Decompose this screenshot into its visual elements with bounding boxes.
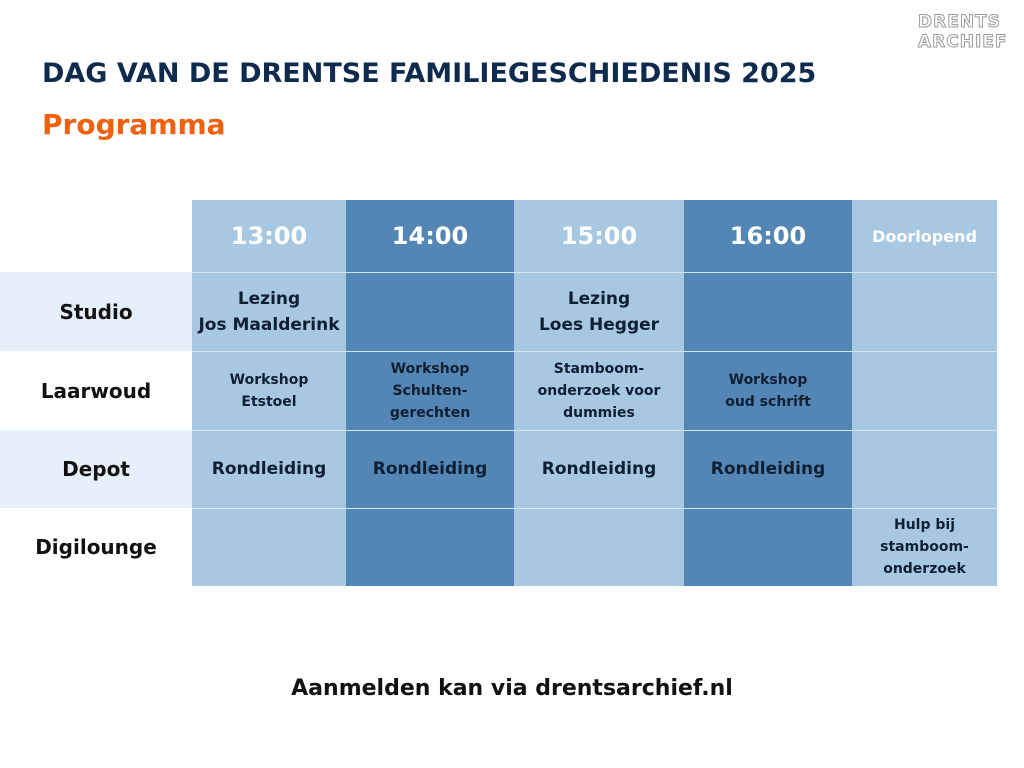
session-text: Rondleiding xyxy=(541,459,657,479)
session-cell xyxy=(852,508,997,586)
schedule-table xyxy=(0,200,997,586)
session-cell xyxy=(514,508,684,586)
logo-line-2: ARCHIEF xyxy=(918,32,1008,52)
session-cell xyxy=(852,272,997,351)
session-cell xyxy=(192,430,346,508)
logo-line-1: DRENTS xyxy=(918,12,1001,32)
session-cell xyxy=(192,508,346,586)
session-cell xyxy=(684,272,852,351)
session-cell xyxy=(346,272,514,351)
session-text: Stamboom- onderzoek voor dummies xyxy=(537,360,661,421)
session-cell xyxy=(684,430,852,508)
row-label-studio: Studio xyxy=(0,272,192,351)
session-cell xyxy=(346,351,514,430)
row-label-laarwoud: Laarwoud xyxy=(40,378,152,403)
session-text: Lezing Loes Hegger xyxy=(538,288,660,335)
row-label-depot: Depot xyxy=(0,430,192,508)
session-cell xyxy=(514,272,684,351)
page-subtitle: Programma xyxy=(42,108,226,141)
session-text: Rondleiding xyxy=(211,459,327,479)
session-cell xyxy=(514,351,684,430)
row-separator xyxy=(192,508,997,509)
session-cell xyxy=(852,351,997,430)
time-header-4: 16:00 xyxy=(684,200,852,272)
time-header-5: Doorlopend xyxy=(852,200,997,272)
session-cell xyxy=(346,430,514,508)
session-text: Workshop Etstoel xyxy=(229,371,309,410)
time-header-3: 15:00 xyxy=(514,200,684,272)
session-cell xyxy=(852,430,997,508)
session-cell xyxy=(514,430,684,508)
time-header-1: 13:00 xyxy=(192,200,346,272)
session-cell xyxy=(192,351,346,430)
session-cell xyxy=(346,508,514,586)
session-text: Workshop oud schrift xyxy=(725,371,811,410)
drents-archief-logo xyxy=(918,12,1018,52)
registration-note: Aanmelden kan via drentsarchief.nl xyxy=(291,676,733,701)
session-cell xyxy=(192,272,346,351)
session-text: Rondleiding xyxy=(710,459,826,479)
session-text: Rondleiding xyxy=(372,459,488,479)
session-text: Workshop Schulten- gerechten xyxy=(389,360,471,421)
page-title: DAG VAN DE DRENTSE FAMILIEGESCHIEDENIS 2025 xyxy=(42,58,817,89)
time-header-2: 14:00 xyxy=(346,200,514,272)
row-separator xyxy=(192,272,997,273)
session-text: Hulp bij stamboom- onderzoek xyxy=(880,517,969,577)
session-text: Lezing Jos Maalderink xyxy=(198,288,340,335)
row-separator xyxy=(192,430,997,431)
session-cell xyxy=(684,508,852,586)
row-separator xyxy=(192,351,997,352)
session-cell xyxy=(684,351,852,430)
row-label-digilounge: Digilounge xyxy=(35,535,157,559)
